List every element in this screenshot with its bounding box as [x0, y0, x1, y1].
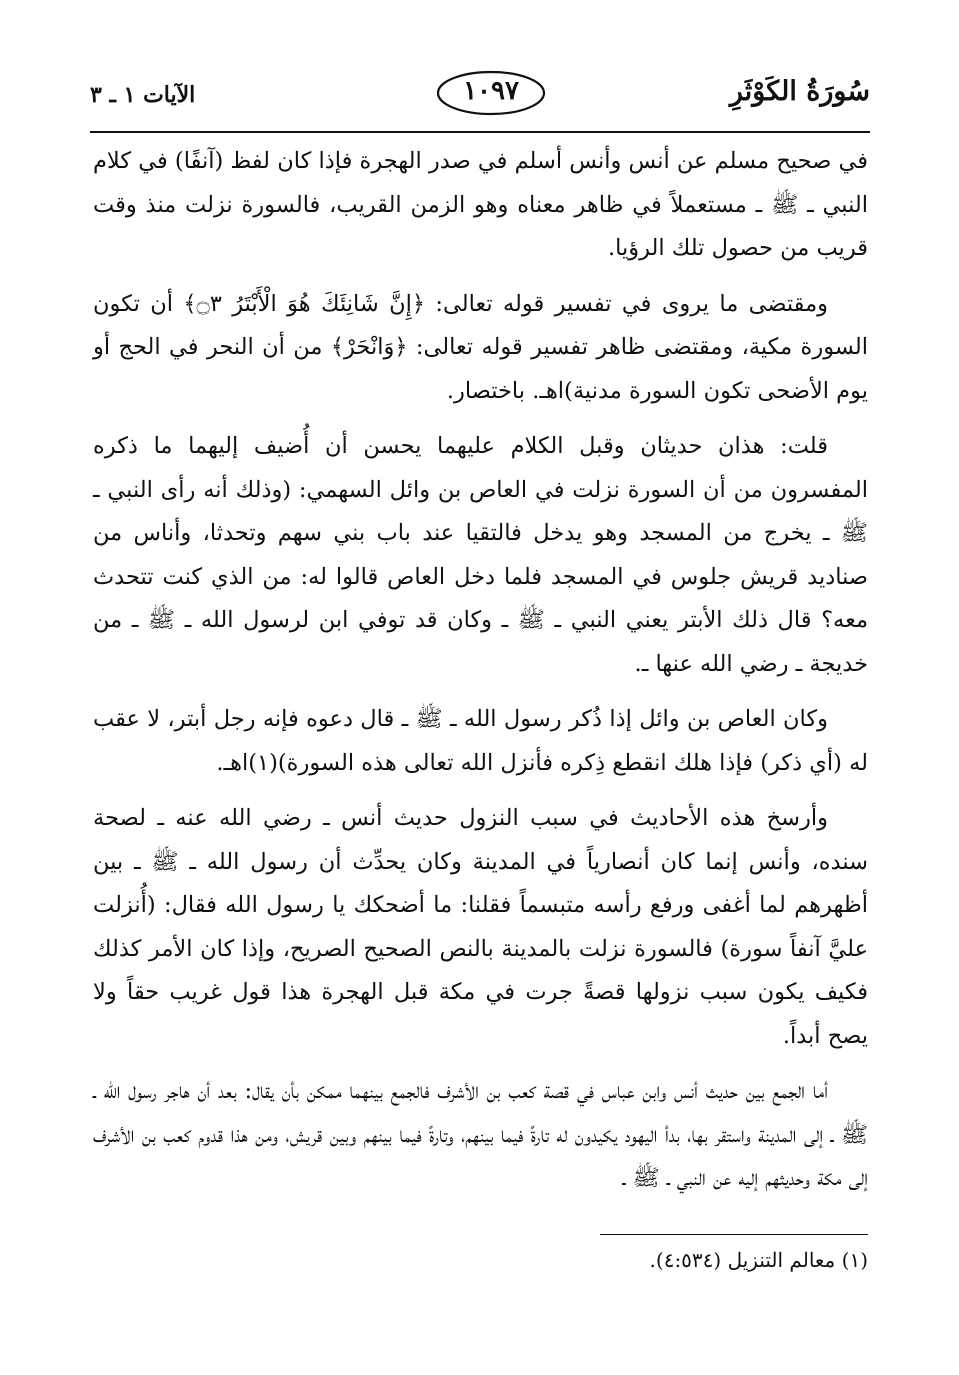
paragraph: ومقتضى ما يروى في تفسير قوله تعالى: ﴿إِنَّ شَانِئَكَ هُوَ الْأَبْتَرُ ۝٣﴾ أن تكون السورة مكية، ومقتضى ظاهر تفسير قوله تعالى: ﴿وَانْحَرْ﴾ من أن النحر في الحج أو يوم الأضحى تكون السورة مدنية)اهـ. باختصار.: [93, 290, 868, 404]
paragraph: أما الجمع بين حديث أنس وابن عباس في قصة كعب بن الأشرف فالجمع بينهما ممكن بأن يقال: بعد أن هاجر رسول الله ـ ﷺ ـ إلى المدينة واستقر بها، بدأ اليهود يكيدون له تارةً فيما بينهم، وتارةً فيما بينهم وبين قريش، ومن هذا قدوم كعب بن الأشرف إلى مكة وحديثهم إليه عن النبي ـ ﷺ ـ: [93, 1078, 868, 1191]
paragraph: وكان العاص بن وائل إذا ذُكر رسول الله ـ ﷺ ـ قال دعوه فإنه رجل أبتر، لا عقب له (أي ذكر) فإذا هلك انقطع ذِكره فأنزل الله تعالى هذه السورة)(١)اهـ.: [93, 706, 868, 776]
footnote: (١) معالم التنزيل (٤:٥٣٤).: [649, 1248, 868, 1272]
paragraph: في صحيح مسلم عن أنس وأنس أسلم في صدر الهجرة فإذا كان لفظ (آنفًا) في كلام النبي ـ ﷺ ـ مستعملاً في ظاهر معناه وهو الزمن القريب، فالسورة نزلت منذ وقت قريب من حصول تلك الرؤيا.: [93, 148, 868, 261]
body-text: [93, 140, 868, 1213]
header-divider: [90, 131, 870, 133]
paragraph: وأرسخ هذه الأحاديث في سبب النزول حديث أنس ـ رضي الله عنه ـ لصحة سنده، وأنس إنما كان أنصارياً في المدينة وكان يحدِّث أن رسول الله ـ ﷺ ـ بين أظهرهم لما أغفى ورفع رأسه متبسماً فقلنا: ما أضحكك يا رسول الله فقال: (أُنزلت عليَّ آنفاً سورة) فالسورة نزلت بالمدينة بالنص الصحيح الصريح، وإذا كان الأمر كذلك فكيف يكون سبب نزولها قصةً جرت في مكة قبل الهجرة هذا قول غريب حقاً ولا يصح أبداً.: [93, 805, 868, 1049]
page-number: ١٠٩٧: [463, 76, 519, 106]
verse-range: الآيات ١ ـ ٣: [90, 82, 196, 108]
surah-title: سُورَةُ الكَوْثَرِ: [729, 76, 870, 107]
page-number-badge: [435, 68, 547, 118]
page-header: [90, 68, 870, 132]
paragraph: قلت: هذان حديثان وقبل الكلام عليهما يحسن أن أُضيف إليهما ما ذكره المفسرون من أن السورة نزلت في العاص بن وائل السهمي: (وذلك أنه رأى النبي ـ ﷺ ـ يخرج من المسجد وهو يدخل فالتقيا عند باب بني سهم وتحدثا، وأناس من صناديد قريش جلوس في المسجد فلما دخل العاص قالوا له: من الذي كنت تتحدث معه؟ قال ذلك الأبتر يعني النبي ـ ﷺ ـ وكان قد توفي ابن لرسول الله ـ ﷺ ـ من خديجة ـ رضي الله عنها ـ.: [93, 433, 868, 677]
footnote-divider: [600, 1234, 868, 1235]
